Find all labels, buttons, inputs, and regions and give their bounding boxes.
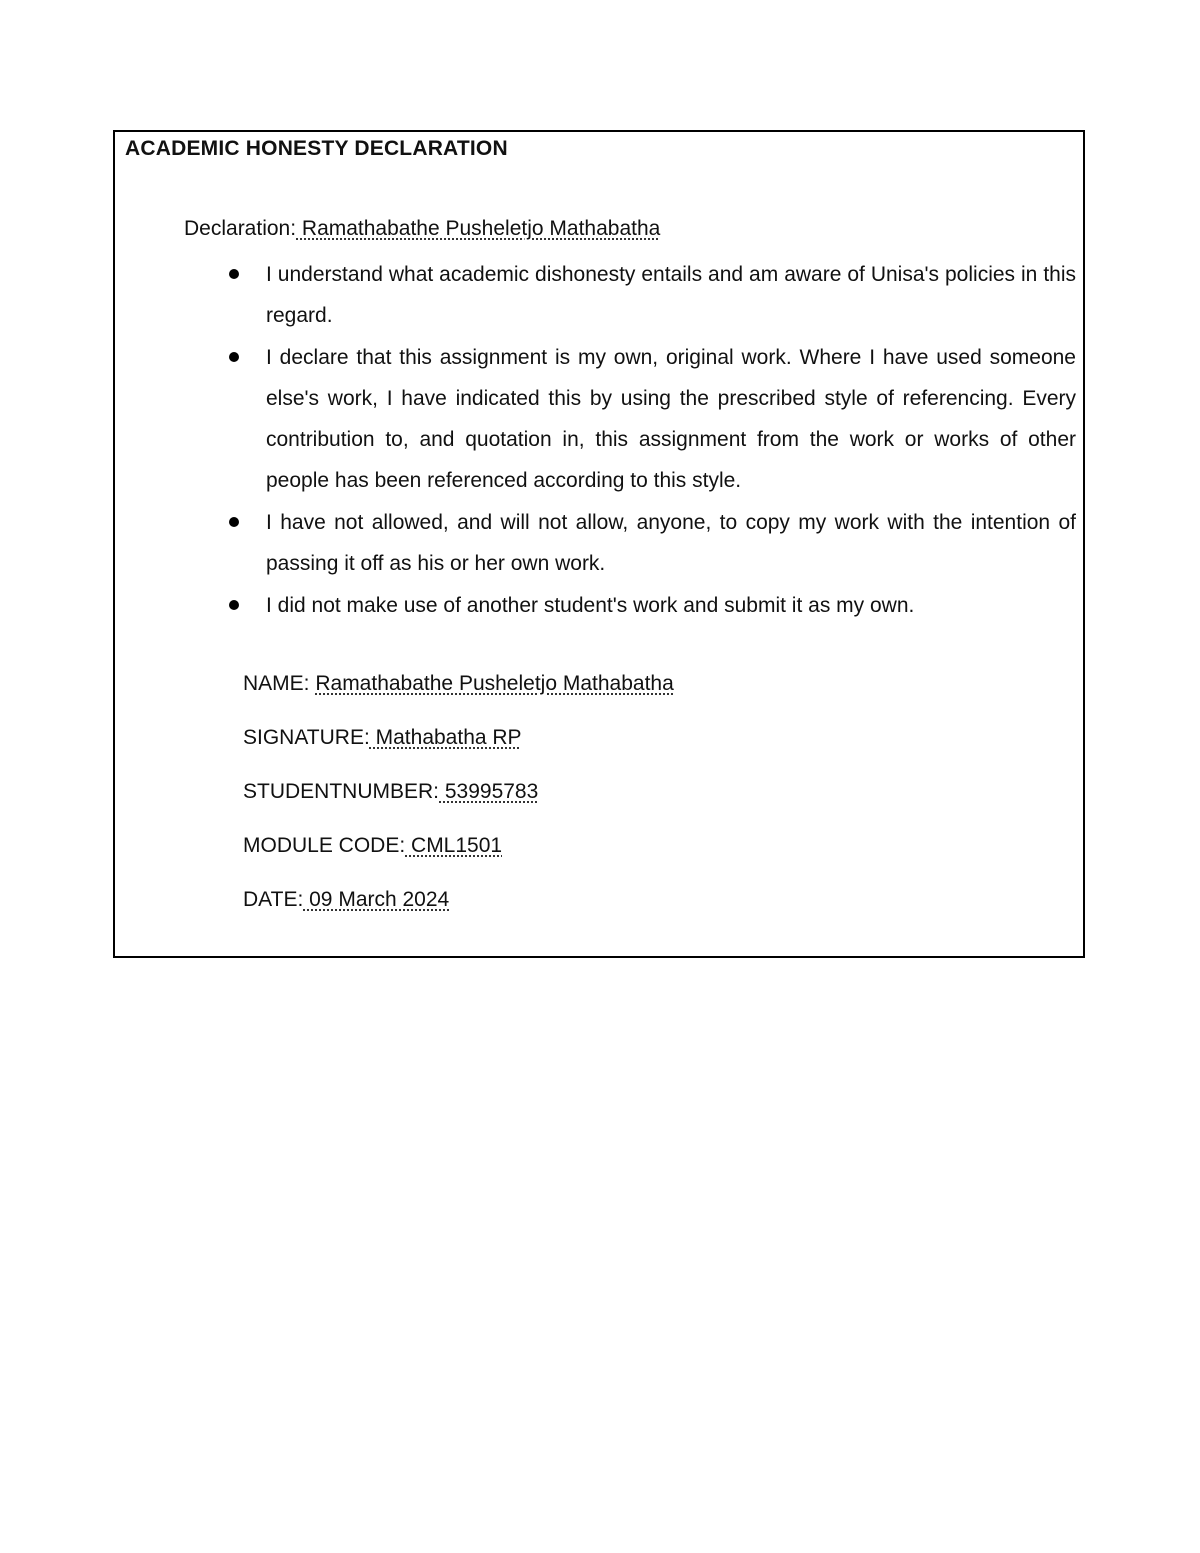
module-code-label: MODULE CODE:: [243, 834, 406, 857]
bullet-text: I understand what academic dishonesty entails and am aware of Unisa's policies in this regard.: [266, 263, 1076, 327]
declaration-label: Declaration:: [184, 217, 297, 240]
list-item: [266, 337, 1076, 501]
bullet-text: I declare that this assignment is my own, original work. Where I have used someone else's work, I have indicated this by using the prescribed style of referencing. Every contribution to, and quotation in, this assignment from the work or works of other people has been referenced according to this style.: [266, 346, 1076, 492]
signature-value: Mathabatha RP: [369, 726, 522, 749]
declaration-value: Ramathabathe Pusheletjo Mathabatha: [296, 217, 661, 240]
date-label: DATE:: [243, 888, 304, 911]
bullet-text: I have not allowed, and will not allow, anyone, to copy my work with the intention of passing it off as his or her own work.: [266, 511, 1076, 575]
bullet-dot-icon: [229, 600, 239, 610]
student-details: [243, 664, 674, 934]
list-item: [266, 254, 1076, 336]
declaration-box: [113, 130, 1085, 958]
date-value: 09 March 2024: [303, 888, 450, 911]
declaration-bullet-list: [115, 254, 1083, 627]
bullet-dot-icon: [229, 269, 239, 279]
module-code-value: CML1501: [405, 834, 503, 857]
list-item: [266, 502, 1076, 584]
signature-label: SIGNATURE:: [243, 726, 370, 749]
bullet-text: I did not make use of another student's work and submit it as my own.: [266, 594, 915, 617]
student-number-label: STUDENTNUMBER:: [243, 780, 440, 803]
declaration-line: [184, 217, 660, 241]
document-title: ACADEMIC HONESTY DECLARATION: [125, 137, 508, 160]
student-number-value: 53995783: [439, 780, 539, 803]
date-row: [243, 880, 674, 934]
signature-row: [243, 718, 674, 772]
name-label: NAME:: [243, 672, 316, 695]
bullet-dot-icon: [229, 517, 239, 527]
name-value: Ramathabathe Pusheletjo Mathabatha: [315, 672, 674, 695]
bullet-dot-icon: [229, 352, 239, 362]
student-number-row: [243, 772, 674, 826]
name-row: [243, 664, 674, 718]
module-code-row: [243, 826, 674, 880]
list-item: [266, 585, 1076, 626]
